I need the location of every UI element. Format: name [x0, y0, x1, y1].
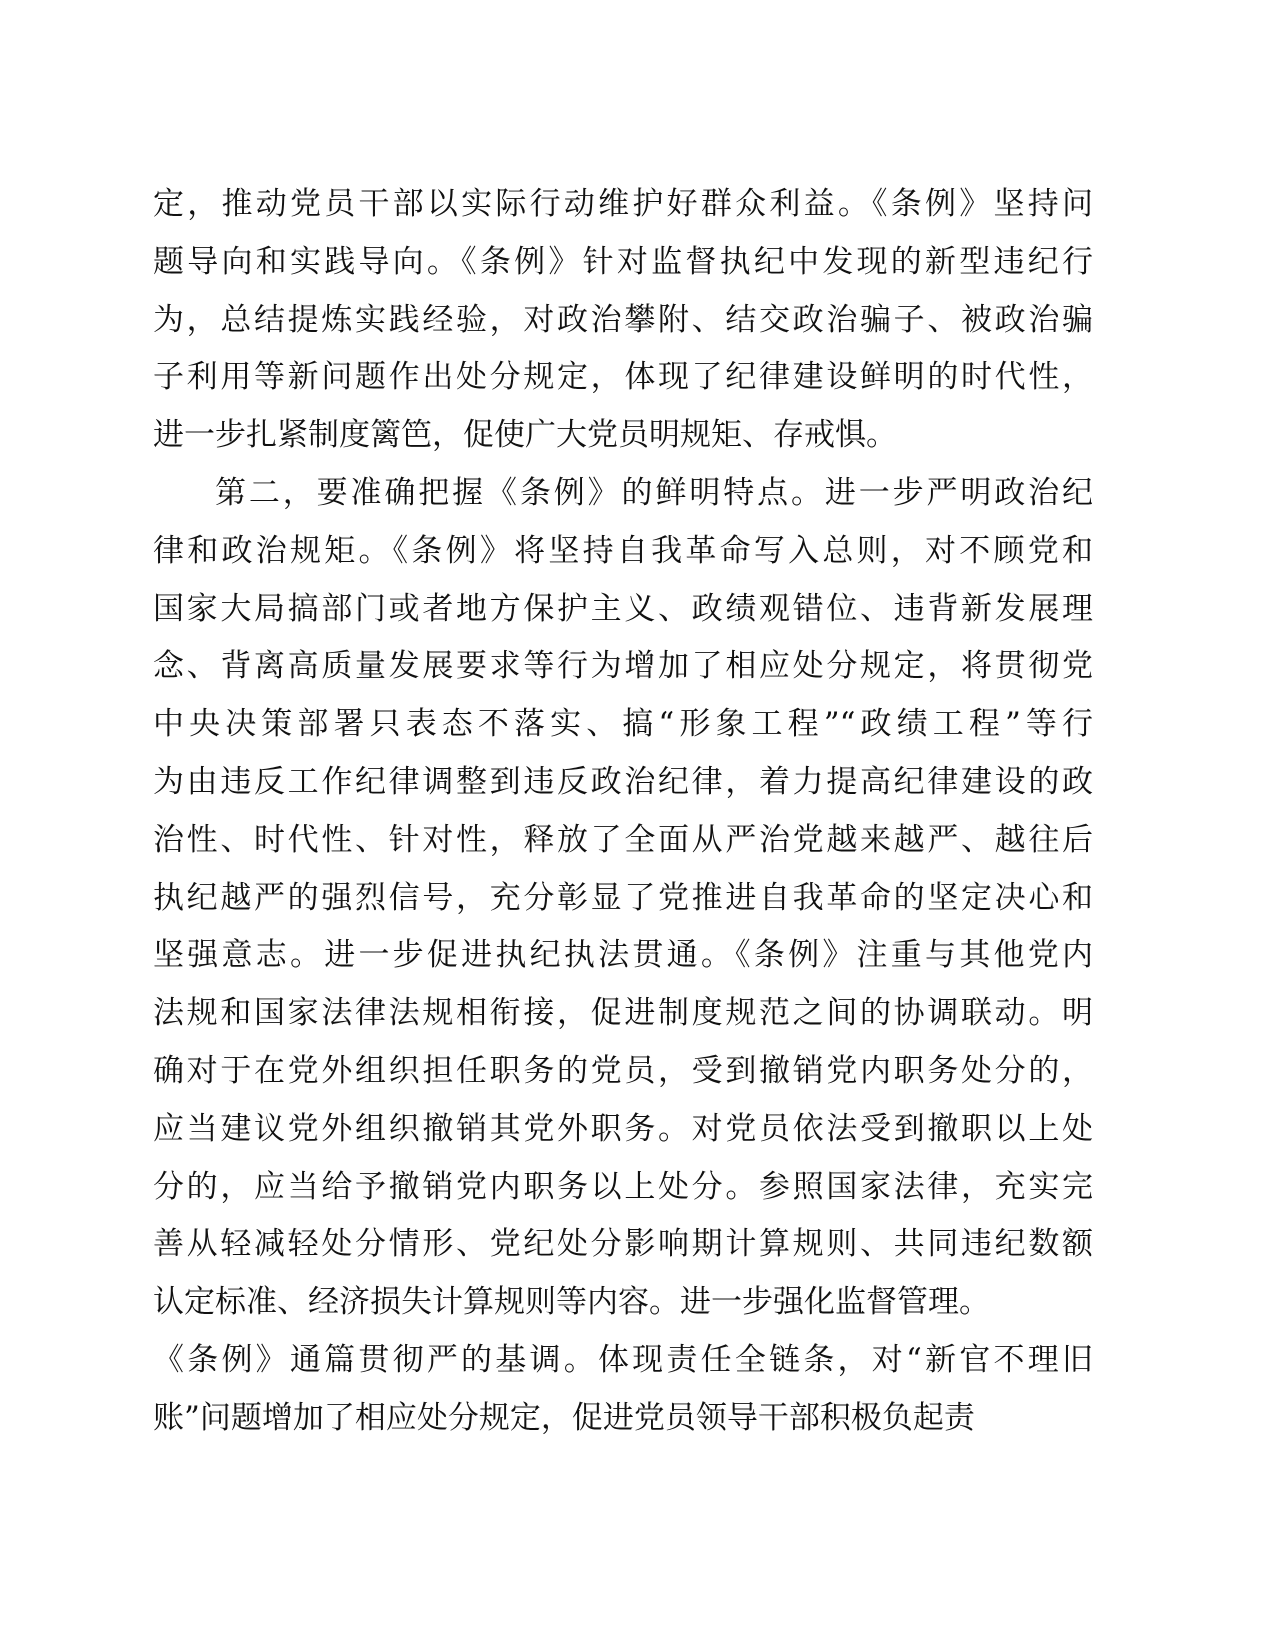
text-line: 《条例》通篇贯彻严的基调。体现责任全链条，对“新官不理旧	[153, 1341, 1093, 1378]
text-line: 子利用等新问题作出处分规定，体现了纪律建设鲜明的时代性，	[153, 359, 1093, 396]
text-line: 国家大局搞部门或者地方保护主义、政绩观错位、违背新发展理	[153, 590, 1093, 627]
text-line: 应当建议党外组织撤销其党外职务。对党员依法受到撤职以上处	[153, 1110, 1093, 1147]
text-line: 坚强意志。进一步促进执纪执法贯通。《条例》注重与其他党内	[153, 937, 1093, 974]
text-line: 分的，应当给予撤销党内职务以上处分。参照国家法律，充实完	[153, 1168, 1093, 1205]
paragraph-start-line: 第二，要准确把握《条例》的鲜明特点。进一步严明政治纪	[215, 474, 1093, 511]
text-line: 执纪越严的强烈信号，充分彰显了党推进自我革命的坚定决心和	[153, 879, 1093, 916]
text-line: 念、背离高质量发展要求等行为增加了相应处分规定，将贯彻党	[153, 648, 1093, 685]
text-line: 中央决策部署只表态不落实、搞“形象工程”“政绩工程”等行	[153, 706, 1093, 743]
paragraph-end-line: 进一步扎紧制度篱笆，促使广大党员明规矩、存戒惧。	[153, 417, 897, 454]
body-text	[153, 176, 1093, 1448]
text-line: 律和政治规矩。《条例》将坚持自我革命写入总则，对不顾党和	[153, 532, 1093, 569]
text-line: 账”问题增加了相应处分规定，促进党员领导干部积极负起责	[153, 1399, 975, 1436]
text-line: 认定标准、经济损失计算规则等内容。进一步强化监督管理。	[153, 1284, 990, 1321]
text-line: 为由违反工作纪律调整到违反政治纪律，着力提高纪律建设的政	[153, 763, 1093, 800]
text-line: 为，总结提炼实践经验，对政治攀附、结交政治骗子、被政治骗	[153, 301, 1093, 338]
text-line: 治性、时代性、针对性，释放了全面从严治党越来越严、越往后	[153, 821, 1093, 858]
text-line: 善从轻减轻处分情形、党纪处分影响期计算规则、共同违纪数额	[153, 1226, 1093, 1263]
text-line: 法规和国家法律法规相衔接，促进制度规范之间的协调联动。明	[153, 995, 1093, 1032]
text-line: 确对于在党外组织担任职务的党员，受到撤销党内职务处分的，	[153, 1052, 1093, 1089]
text-line: 定，推动党员干部以实际行动维护好群众利益。《条例》坚持问	[153, 186, 1093, 222]
text-line: 题导向和实践导向。《条例》针对监督执纪中发现的新型违纪行	[153, 243, 1093, 280]
